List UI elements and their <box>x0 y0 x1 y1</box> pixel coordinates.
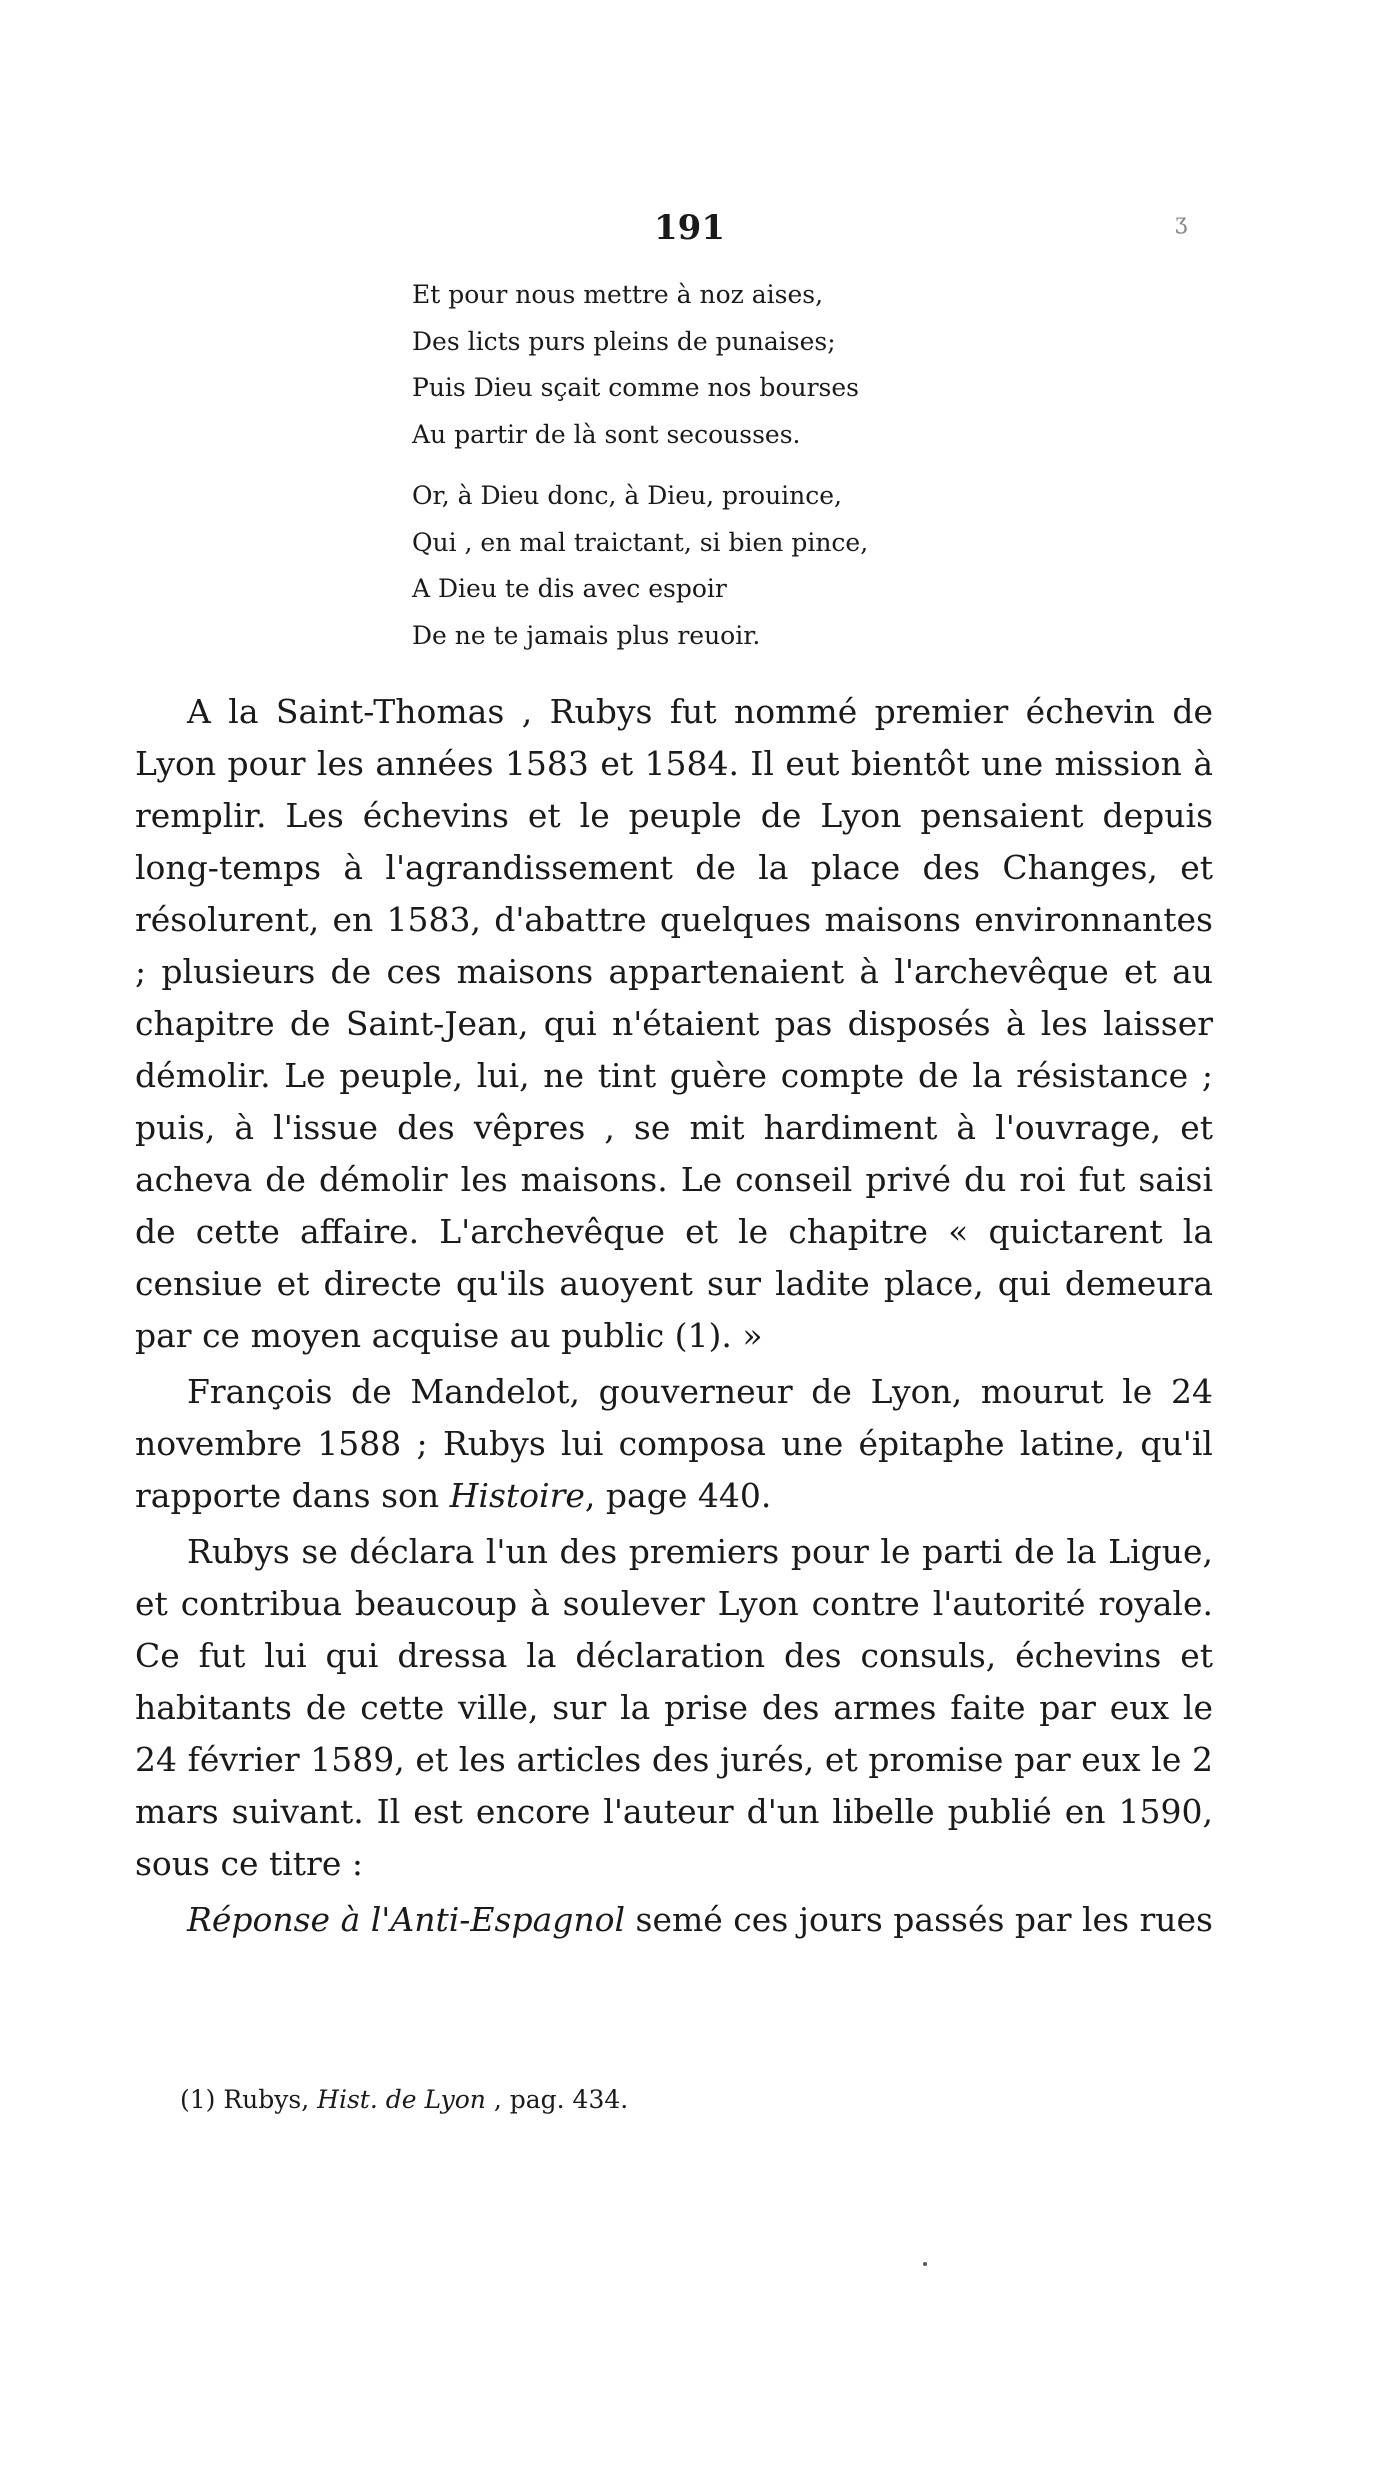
paragraph-2-italic: Histoire <box>449 1476 585 1515</box>
footnote-prefix: (1) Rubys, <box>180 2085 318 2114</box>
poem-line: Or, à Dieu donc, à Dieu, prouince, <box>412 481 843 510</box>
poem-line: Et pour nous mettre à noz aises, <box>412 280 824 309</box>
poem-line: Qui , en mal traictant, si bien pince, <box>412 527 869 557</box>
poem-line: Au partir de là sont secousses. <box>412 419 801 449</box>
paragraph-4 <box>135 1894 1213 1946</box>
paragraph-2 <box>135 1366 1213 1522</box>
paragraph-4-italic: Réponse à l'Anti-Espagnol <box>187 1900 626 1939</box>
paragraph-1: A la Saint-Thomas , Rubys fut nommé premier échevin de Lyon pour les années 1583 et 1584. Il eut bientôt une mission à remplir. Les échevins et le peuple de Lyon pensaient depuis long-temps à l'agrandissement de la place des Changes, et résolurent, en 1583, d'abattre quelques maisons environnantes ; plusieurs de ces maisons appartenaient à l'archevêque et au chapitre de Saint-Jean, qui n'étaient pas disposés à les laisser démolir. Le peuple, lui, ne tint guère compte de la résistance ; puis, à l'issue des vêpres , se mit hardiment à l'ouvrage, et acheva de démolir les maisons. Le conseil privé du roi fut saisi de cette affaire. L'archevêque et le chapitre « quictarent la censiue et directe qu'ils auoyent sur ladite place, qui demeura par ce moyen acquise au public (1). » <box>135 692 1213 1355</box>
paragraph-4-text: semé ces jours passés par les rues <box>625 1900 1213 1939</box>
poem <box>412 272 1032 659</box>
footnote <box>180 2085 628 2114</box>
ink-speck <box>923 2262 927 2266</box>
poem-line: Puis Dieu sçait comme nos bourses <box>412 373 859 402</box>
page-number: 191 <box>654 208 725 248</box>
paragraph-2-end: , page 440. <box>584 1476 772 1515</box>
poem-line: De ne te jamais plus reuoir. <box>412 620 761 650</box>
footnote-suffix: , pag. 434. <box>485 2085 629 2114</box>
body-text <box>135 686 1213 1950</box>
poem-stanza-1 <box>412 272 1032 458</box>
corner-mark: ʒ <box>1175 210 1188 235</box>
paragraph-2-text: François de Mandelot, gouverneur de Lyon, mourut le 24 novembre 1588 ; Rubys lui composa une épitaphe latine, qu'il rapporte dans son <box>135 1372 1213 1515</box>
poem-stanza-2 <box>412 473 1032 659</box>
poem-line: Des licts purs pleins de punaises; <box>412 326 836 356</box>
paragraph-3: Rubys se déclara l'un des premiers pour le parti de la Ligue, et contribua beaucoup à soulever Lyon contre l'autorité royale. Ce fut lui qui dressa la déclaration des consuls, échevins et habitants de cette ville, sur la prise des armes faite par eux le 24 février 1589, et les articles des jurés, et promise par eux le 2 mars suivant. Il est encore l'auteur d'un libelle publié en 1590, sous ce titre : <box>135 1532 1213 1883</box>
footnote-italic: Hist. de Lyon <box>317 2085 486 2114</box>
poem-line: A Dieu te dis avec espoir <box>412 574 727 603</box>
